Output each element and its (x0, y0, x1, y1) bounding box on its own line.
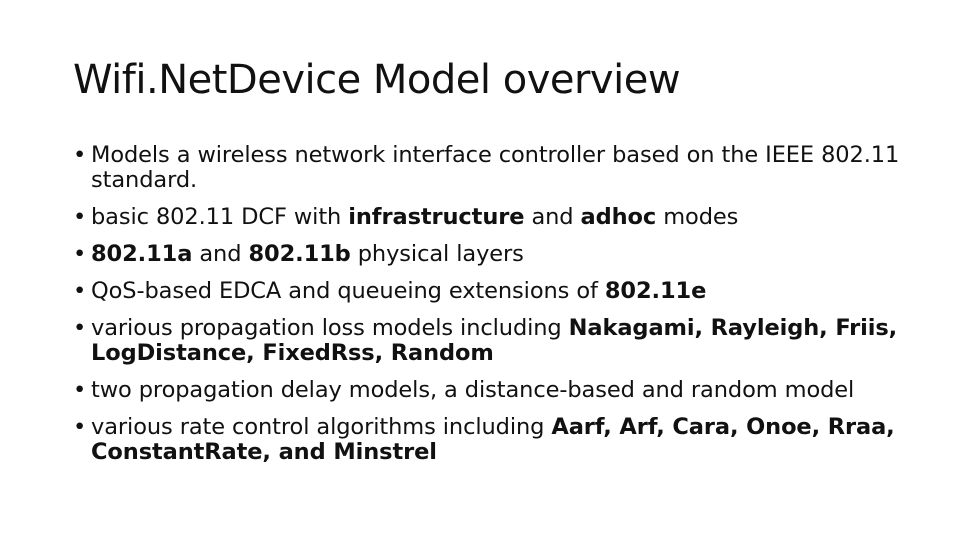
bullet-text: basic 802.11 DCF with (91, 204, 349, 230)
bullet-text: various propagation loss models including (91, 315, 569, 341)
bullet-item (73, 378, 933, 403)
bullet-text-bold: Aarf, Arf, Cara, Onoe, Rraa, ConstantRate, and Minstrel (91, 414, 895, 465)
bullet-text: and (192, 241, 249, 267)
bullet-item (73, 205, 933, 230)
bullet-text-bold: adhoc (580, 204, 657, 230)
slide-title: Wifi.NetDevice Model overview (73, 57, 681, 103)
bullet-item (73, 242, 933, 267)
bullet-text: two propagation delay models, a distance-based and random model (91, 377, 855, 403)
bullet-text-bold: 802.11e (604, 278, 707, 304)
bullet-item (73, 279, 933, 304)
bullet-item (73, 415, 933, 465)
bullet-list (73, 143, 933, 477)
bullet-text: modes (656, 204, 739, 230)
bullet-text-bold: infrastructure (348, 204, 525, 230)
bullet-text-bold: 802.11b (248, 241, 351, 267)
bullet-text-bold: Nakagami, Rayleigh, Friis, LogDistance, FixedRss, Random (91, 315, 898, 366)
bullet-text-bold: 802.11a (91, 241, 193, 267)
bullet-text: Models a wireless network interface controller based on the IEEE 802.11 standard. (91, 142, 900, 193)
bullet-item (73, 143, 933, 193)
bullet-item (73, 316, 933, 366)
bullet-text: QoS-based EDCA and queueing extensions of (91, 278, 605, 304)
bullet-text: physical layers (350, 241, 524, 267)
bullet-text: and (524, 204, 581, 230)
bullet-text: various rate control algorithms including (91, 414, 552, 440)
